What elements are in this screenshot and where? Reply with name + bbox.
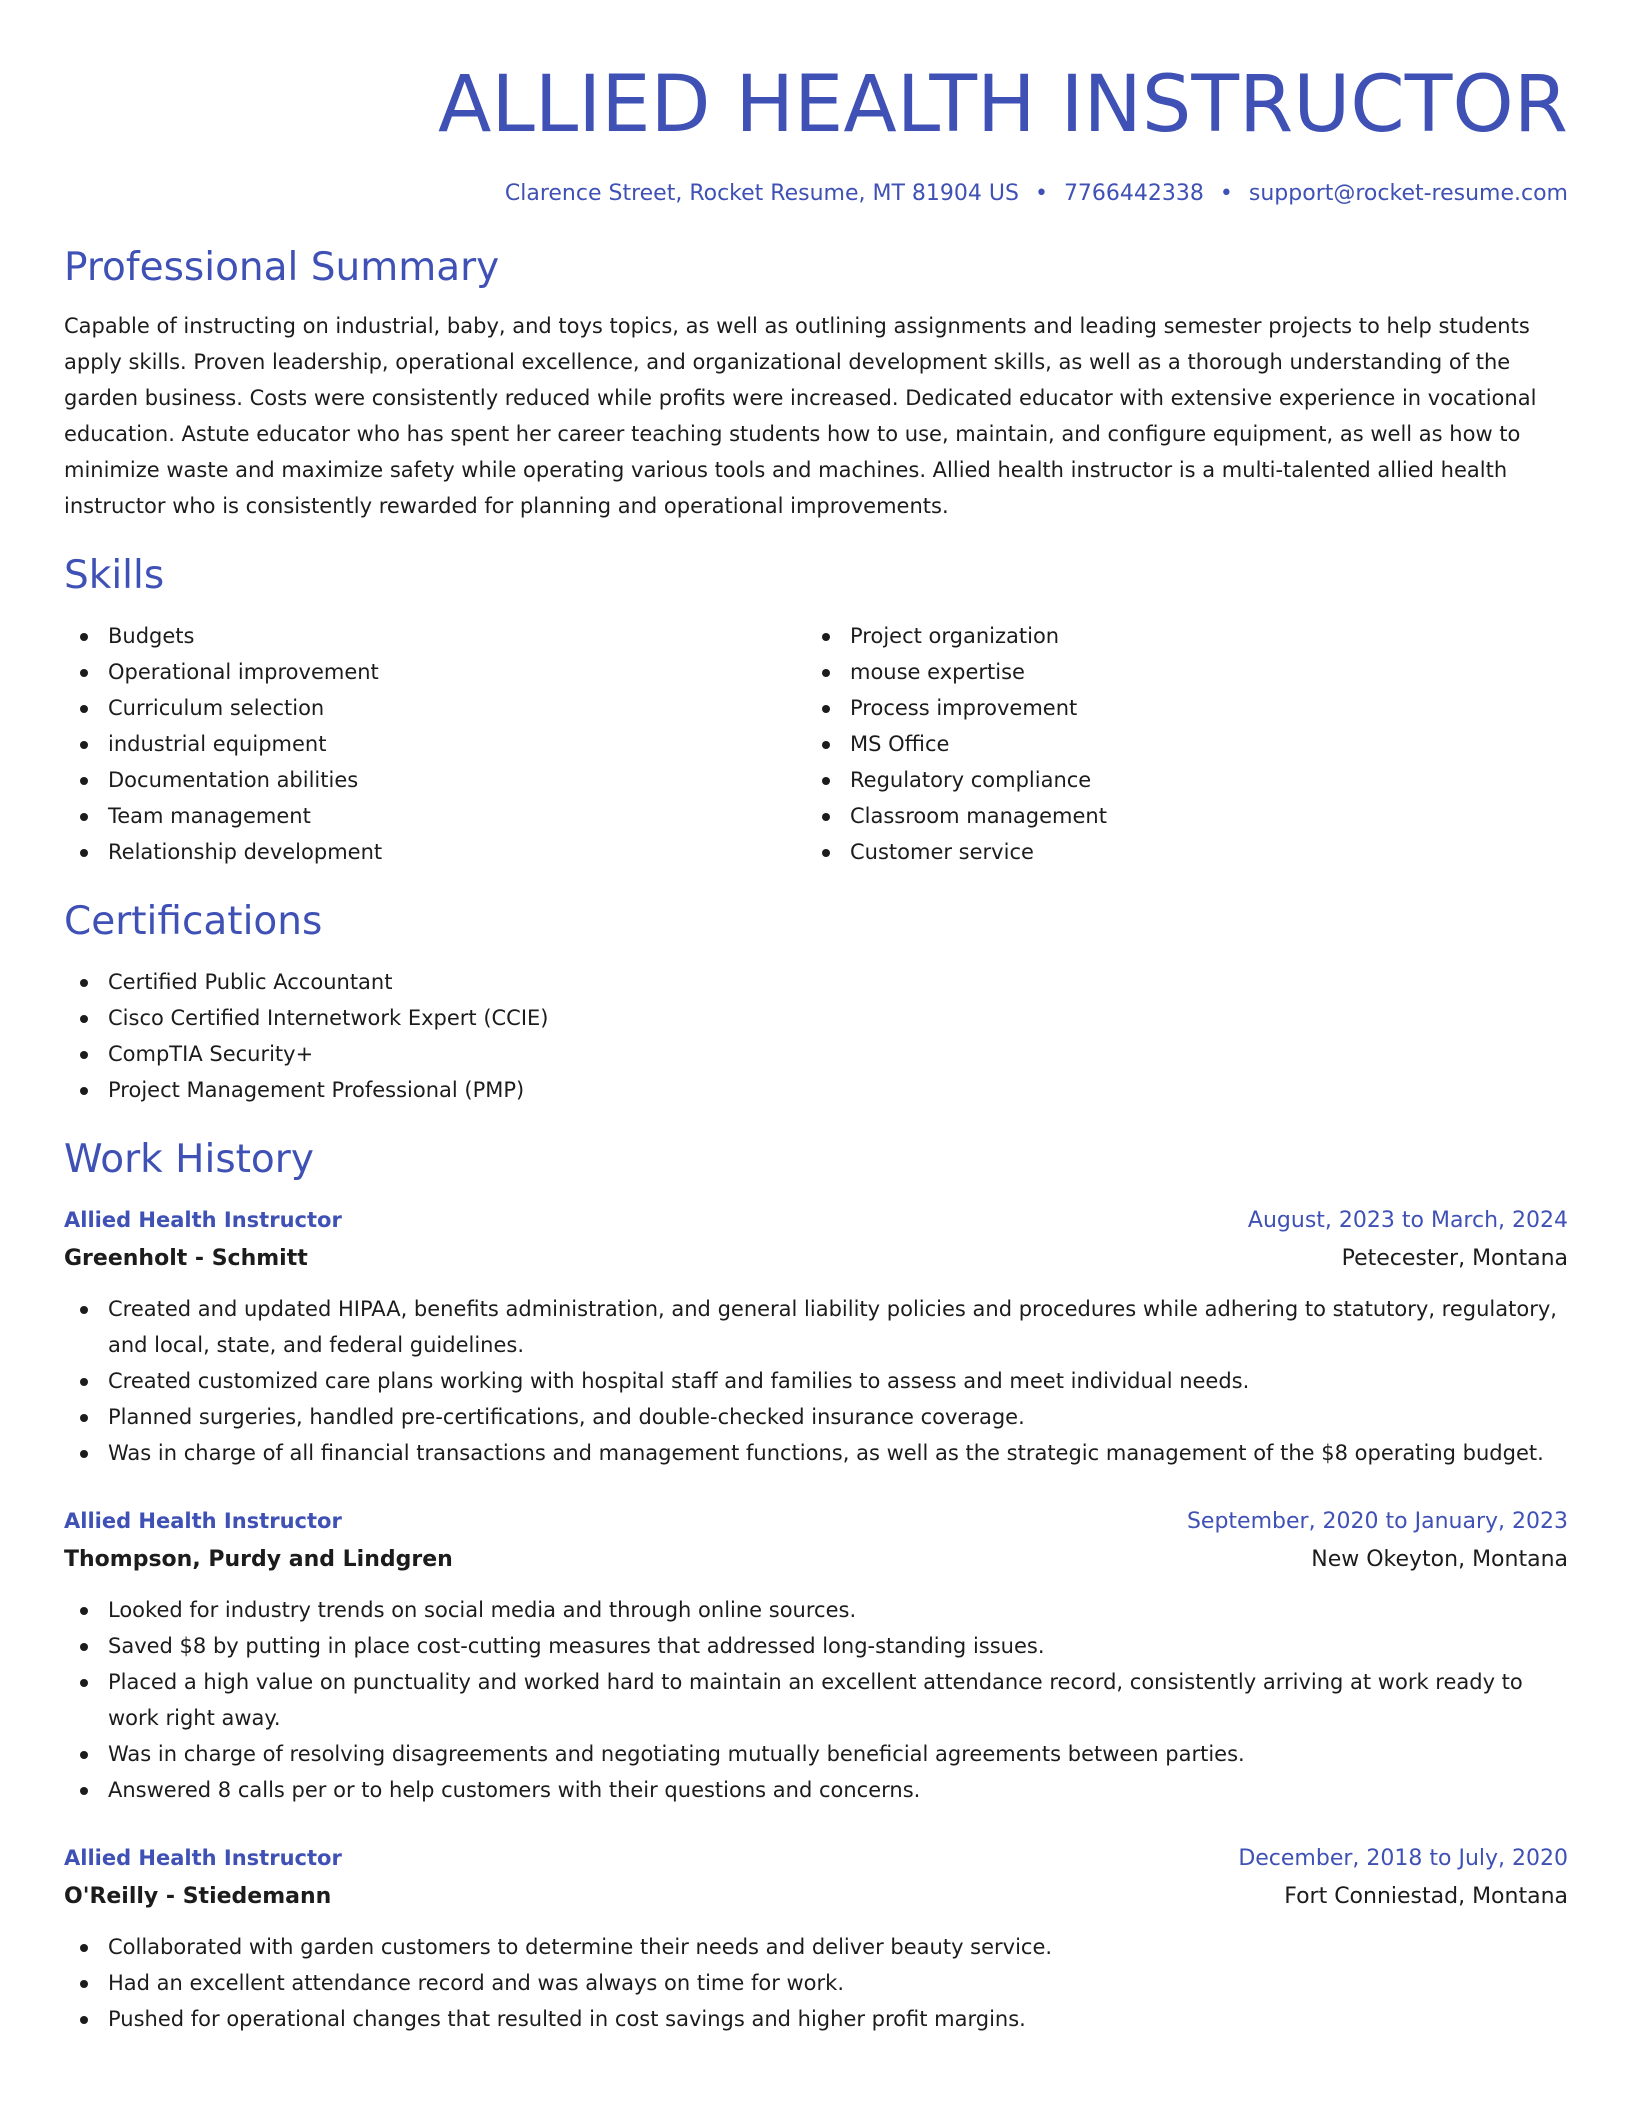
job-location: Petecester, Montana [1341,1246,1568,1271]
list-item [64,1772,1568,1808]
bullet-icon [80,741,88,749]
list-item-text: Project Management Professional (PMP) [108,1078,525,1102]
job-company-row [64,1239,1568,1279]
job-bullets [64,1291,1568,1471]
list-item-text: Pushed for operational changes that resulted in cost savings and higher profit margins. [108,2007,1026,2031]
bullet-icon [80,1450,88,1458]
job-entry [64,1202,1568,1471]
list-item [64,1435,1568,1471]
job-dates: August, 2023 to March, 2024 [1247,1208,1568,1233]
skills-columns [64,618,1568,870]
skills-left-list [64,618,806,870]
bullet-icon [80,813,88,821]
bullet-icon [822,633,830,641]
bullet-icon [80,705,88,713]
list-item [64,798,806,834]
list-item [806,726,1548,762]
job-company: Thompson, Purdy and Lindgren [64,1547,453,1572]
bullet-icon [80,1051,88,1059]
bullet-icon [822,849,830,857]
job-title: Allied Health Instructor [64,1208,342,1232]
list-item-text: Classroom management [850,804,1107,828]
list-item [64,1965,1568,2001]
contact-separator: • [1219,181,1233,206]
list-item [64,618,806,654]
bullet-icon [822,741,830,749]
list-item [806,762,1548,798]
list-item-text: Collaborated with garden customers to determine their needs and deliver beauty service. [108,1935,1053,1959]
list-item-text: Customer service [850,840,1034,864]
bullet-icon [80,1087,88,1095]
list-item-text: Team management [108,804,311,828]
list-item-text: Saved $8 by putting in place cost-cutting measures that addressed long-standing issues. [108,1634,1045,1658]
list-item-text: Was in charge of all financial transactions and management functions, as well as the strategic management of the $8 operating budget. [108,1441,1544,1465]
list-item [64,1929,1568,1965]
job-company: Greenholt - Schmitt [64,1246,308,1271]
job-entry [64,1840,1568,2037]
list-item-text: Regulatory compliance [850,768,1092,792]
list-item [806,798,1548,834]
list-item-text: industrial equipment [108,732,327,756]
list-item-text: mouse expertise [850,660,1025,684]
bullet-icon [822,705,830,713]
list-item-text: Was in charge of resolving disagreements and negotiating mutually beneficial agreements between parties. [108,1742,1245,1766]
list-item [64,1628,1568,1664]
bullet-icon [80,1643,88,1651]
list-item-text: Planned surgeries, handled pre-certifications, and double-checked insurance coverage. [108,1405,1025,1429]
bullet-icon [80,1787,88,1795]
list-item [64,1000,1568,1036]
contact-phone: 7766442338 [1063,181,1204,206]
list-item [64,1036,1568,1072]
list-item [806,618,1548,654]
job-title: Allied Health Instructor [64,1846,342,1870]
bullet-icon [80,2016,88,2024]
list-item-text: Had an excellent attendance record and was always on time for work. [108,1971,845,1995]
list-item-text: Created customized care plans working with hospital staff and families to assess and meet individual needs. [108,1369,1250,1393]
list-item [806,690,1548,726]
list-item-text: Operational improvement [108,660,379,684]
job-header-row [64,1202,1568,1239]
bullet-icon [80,1015,88,1023]
list-item-text: Documentation abilities [108,768,359,792]
skills-right-list [806,618,1548,870]
list-item-text: Created and updated HIPAA, benefits administration, and general liability policies and procedures while adhering to statutory, regulatory, and local, state, and federal guidelines. [108,1297,1557,1357]
contact-address: Clarence Street, Rocket Resume, MT 81904 US [504,181,1019,206]
bullet-icon [80,633,88,641]
list-item [64,690,806,726]
bullet-icon [80,849,88,857]
bullet-icon [80,1980,88,1988]
bullet-icon [80,1751,88,1759]
bullet-icon [822,813,830,821]
job-dates: December, 2018 to July, 2020 [1238,1846,1568,1871]
resume-title: ALLIED HEALTH INSTRUCTOR [437,60,1568,150]
job-location: New Okeyton, Montana [1311,1547,1568,1572]
list-item-text: Project organization [850,624,1060,648]
job-company: O'Reilly - Stiedemann [64,1884,332,1909]
bullet-icon [80,1944,88,1952]
job-bullets [64,1929,1568,2037]
skills-heading: Skills [64,553,165,598]
list-item [64,834,806,870]
summary-heading: Professional Summary [64,245,500,290]
bullet-icon [80,777,88,785]
list-item [64,726,806,762]
contact-email: support@rocket-resume.com [1248,181,1568,206]
job-bullets [64,1592,1568,1808]
list-item [64,654,806,690]
list-item-text: Certified Public Accountant [108,970,393,994]
list-item [806,654,1548,690]
list-item-text: Placed a high value on punctuality and worked hard to maintain an excellent attendance record, consistently arriving at work ready to work right away. [108,1670,1523,1730]
job-header-row [64,1503,1568,1540]
list-item [64,1592,1568,1628]
job-header-row [64,1840,1568,1877]
job-title: Allied Health Instructor [64,1509,342,1533]
bullet-icon [80,1414,88,1422]
resume-page [64,0,1568,2037]
list-item [64,1291,1568,1363]
bullet-icon [80,1607,88,1615]
list-item-text: Cisco Certified Internetwork Expert (CCIE) [108,1006,549,1030]
list-item-text: Curriculum selection [108,696,325,720]
list-item [64,1399,1568,1435]
list-item [64,964,1568,1000]
list-item [64,1736,1568,1772]
bullet-icon [80,669,88,677]
list-item [64,762,806,798]
list-item-text: Relationship development [108,840,383,864]
summary-text: Capable of instructing on industrial, baby, and toys topics, as well as outlining assignments and leading semester projects to help students apply skills. Proven leadership, operational excellence, and organizational development skills, as well as a thorough understanding of the garden business. Costs were consistently reduced while profits were increased. Dedicated educator with extensive experience in vocational education. Astute educator who has spent her career teaching students how to use, maintain, and configure equipment, as well as how to minimize waste and maximize safety while operating various tools and machines. Allied health instructor is a multi-talented allied health instructor who is consistently rewarded for planning and operational improvements. [64,314,1537,518]
contact-line [64,178,1568,210]
job-company-row [64,1877,1568,1917]
list-item-text: Budgets [108,624,195,648]
bullet-icon [80,1378,88,1386]
bullet-icon [80,979,88,987]
list-item [64,1072,1568,1108]
bullet-icon [822,669,830,677]
list-item-text: CompTIA Security+ [108,1042,314,1066]
list-item [64,1363,1568,1399]
list-item [64,1664,1568,1736]
bullet-icon [822,777,830,785]
list-item-text: MS Office [850,732,950,756]
bullet-icon [80,1306,88,1314]
contact-separator: • [1034,181,1048,206]
job-dates: September, 2020 to January, 2023 [1186,1509,1568,1534]
certifications-heading: Certifications [64,899,323,944]
certifications-list [64,964,1568,1108]
list-item-text: Looked for industry trends on social media and through online sources. [108,1598,857,1622]
list-item [806,834,1548,870]
work-history-heading: Work History [64,1137,314,1182]
list-item-text: Process improvement [850,696,1078,720]
bullet-icon [80,1679,88,1687]
list-item [64,2001,1568,2037]
job-location: Fort Conniestad, Montana [1284,1884,1568,1909]
job-company-row [64,1540,1568,1580]
list-item-text: Answered 8 calls per or to help customers with their questions and concerns. [108,1778,921,1802]
job-entry [64,1503,1568,1808]
